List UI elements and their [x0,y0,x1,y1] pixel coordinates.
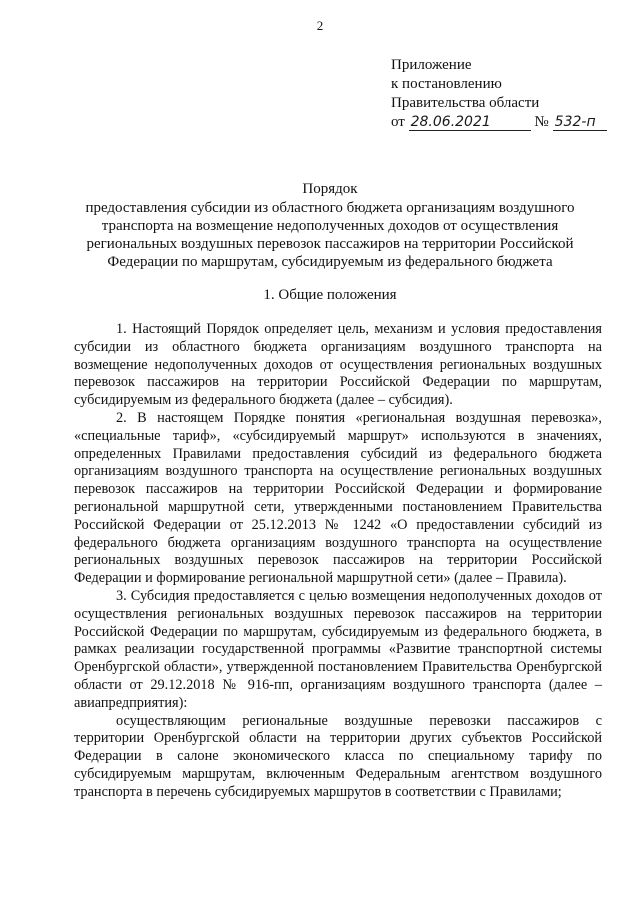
handwritten-number: 532-п [553,115,607,131]
paragraph-4: осуществляющим региональные воздушные перевозки пассажиров с территории Оренбургской области на территории других субъектов Российской Федерации в салоне экономического класса по специальному тарифу по субсидируемым маршрутам, включенным Федеральным агентством воздушного транспорта в перечень субсидируемых маршрутов в соответствии с Правилами; [74,712,602,800]
number-prefix: № [534,114,549,130]
document-title: Порядок [302,181,358,197]
date-prefix: от [391,114,405,130]
paragraph-1: 1. Настоящий Порядок определяет цель, механизм и условия предоставления субсидии из областного бюджета организациям воздушного транспорта на возмещение недополученных доходов от осуществления региональных воздушных перевозок пассажиров на территории Российской Федерации по маршрутам, субсидируемым из федерального бюджета (далее – субсидия). [74,321,602,409]
page-number: 2 [316,18,324,33]
handwritten-date: 28.06.2021 [409,115,531,131]
appendix-line-1: Приложение [391,57,472,73]
body-text [74,321,602,802]
section-heading: 1. Общие положения [263,287,397,303]
paragraph-3: 3. Субсидия предоставляется с целью возмещения недополученных доходов от осуществления региональных воздушных перевозок пассажиров на территории Российской Федерации по маршрутам, субсидируемым из федерального бюджета, в рамках реализации государственной программы «Развитие транспортной системы Оренбургской области», утвержденной постановлением Правительства Оренбургской области от 29.12.2018 № 916-пп, организациям воздушного транспорта (далее – авиапредприятия): [74,587,602,711]
appendix-date-line [391,113,607,132]
document-subtitle: предоставления субсидии из областного бюджета организациям воздушного транспорта на возмещение недополученных доходов от осуществления региональных воздушных перевозок пассажиров на территории Российской Федерации по маршрутам, субсидируемым из федерального бюджета [85,200,575,270]
appendix-line-3: Правительства области [391,95,540,111]
paragraph-2: 2. В настоящем Порядке понятия «региональная воздушная перевозка», «специальные тариф», «субсидируемый маршрут» используются в значениях, определенных Правилами предоставления субсидий из федерального бюджета организациям воздушного транспорта на осуществление региональных воздушных перевозок пассажиров на территории Российской Федерации и формирование региональной маршрутной сети, утвержденными постановлением Правительства Российской Федерации от 25.12.2013 № 1242 «О предоставлении субсидий из федерального бюджета организациям воздушного транспорта на осуществление региональных воздушных перевозок пассажиров на территории Российской Федерации и формирование региональной маршрутной сети» (далее – Правила). [74,409,602,587]
appendix-block [391,56,607,132]
appendix-line-2: к постановлению [391,76,502,92]
